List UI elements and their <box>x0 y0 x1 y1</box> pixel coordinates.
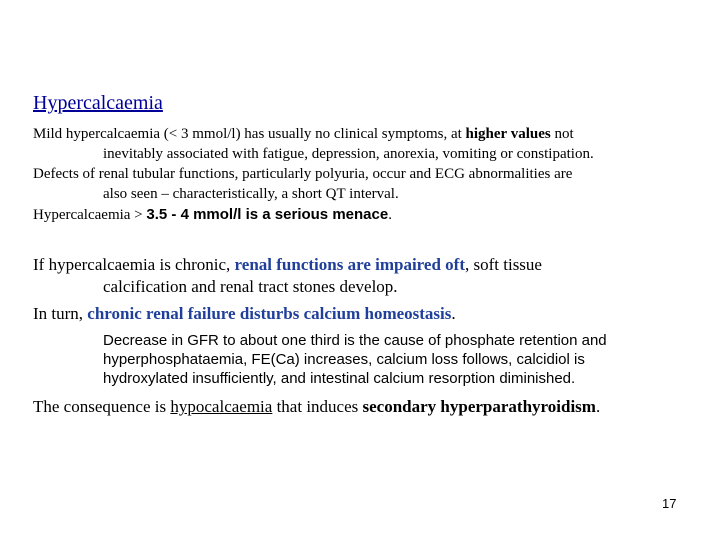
paragraph-serious-menace <box>33 205 703 225</box>
emphasis-higher-values: higher values <box>465 126 551 142</box>
emphasis-serious-menace: 3.5 - 4 mmol/l is a serious menace <box>146 206 389 223</box>
paragraph-consequence <box>33 396 703 418</box>
paragraph-chronic <box>33 254 703 298</box>
paragraph-mild-hypercalcaemia <box>33 124 703 164</box>
highlight-renal-functions: renal functions are impaired oft <box>234 255 465 274</box>
page-number: 17 <box>662 496 677 511</box>
highlight-chronic-renal-failure: chronic renal failure disturbs calcium homeostasis <box>87 304 452 323</box>
text: not <box>550 126 574 142</box>
text-line: Decrease in GFR to about one third is the cause of phosphate retention and <box>103 332 607 349</box>
text-continuation: also seen – characteristically, a short QT interval. <box>103 186 399 202</box>
paragraph-in-turn <box>33 303 703 325</box>
text: If hypercalcaemia is chronic, <box>33 255 235 274</box>
text: The consequence is <box>33 397 171 416</box>
text-continuation: calcification and renal tract stones develop. <box>103 277 398 296</box>
text-line: hydroxylated insufficiently, and intestinal calcium resorption diminished. <box>103 370 576 387</box>
text: Mild hypercalcaemia (< 3 mmol/l) has usually no clinical symptoms, at <box>33 126 466 142</box>
text: . <box>451 304 456 323</box>
text-continuation: inevitably associated with fatigue, depression, anorexia, vomiting or constipation. <box>103 146 594 162</box>
slide-title: Hypercalcaemia <box>33 92 163 114</box>
text: Defects of renal tubular functions, particularly polyuria, occur and ECG abnormalities are <box>33 166 573 182</box>
emphasis-secondary-hyperparathyroidism: secondary hyperparathyroidism <box>362 397 596 416</box>
text-line: hyperphosphataemia, FE(Ca) increases, calcium loss follows, calcidiol is <box>103 351 585 368</box>
text: , soft tissue <box>465 255 542 274</box>
paragraph-gfr <box>103 331 693 388</box>
text: In turn, <box>33 304 88 323</box>
text: Hypercalcaemia > <box>33 207 147 223</box>
text: . <box>388 207 392 223</box>
paragraph-renal-defects <box>33 164 703 204</box>
text: . <box>595 397 601 416</box>
text: that induces <box>272 397 363 416</box>
emphasis-hypocalcaemia: hypocalcaemia <box>170 397 273 416</box>
